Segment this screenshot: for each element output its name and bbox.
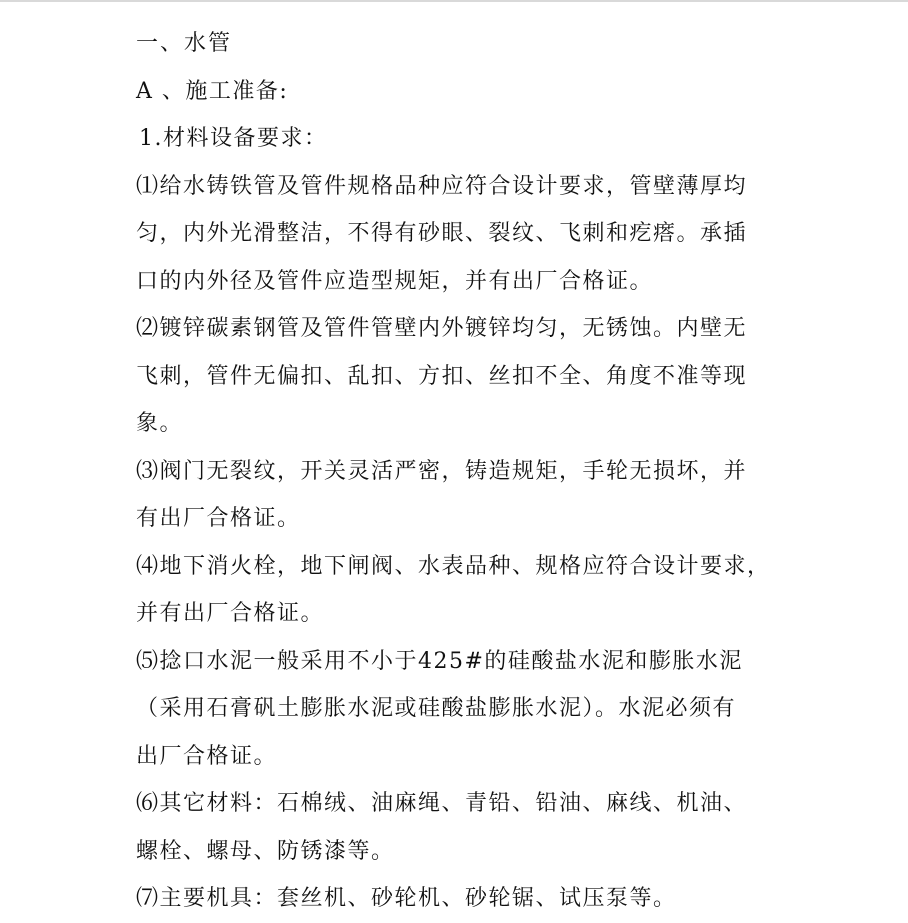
section-title: 一、水管 [136, 31, 233, 56]
paragraph-line: 象。 [136, 411, 184, 436]
paragraph-line: ⑸捻口水泥一般采用不小于425#的硅酸盐水泥和膨胀水泥 [136, 648, 743, 674]
paragraph-line: 有出厂合格证。 [136, 506, 301, 531]
paragraph-line: ⑴给水铸铁管及管件规格品种应符合设计要求，管壁薄厚均 [136, 173, 748, 199]
page-top-border [0, 0, 908, 2]
paragraph-line: 口的内外径及管件应造型规矩，并有出厂合格证。 [136, 268, 654, 294]
paragraph-line: （采用石膏矾土膨胀水泥或硅酸盐膨胀水泥）。水泥必须有 [136, 696, 737, 721]
paragraph-line: ⑵镀锌碳素钢管及管件管壁内外镀锌均匀，无锈蚀。内壁无 [136, 316, 748, 341]
paragraph-line: ⑺主要机具：套丝机、砂轮机、砂轮锯、试压泵等。 [136, 886, 677, 911]
paragraph-line: 飞刺，管件无偏扣、乱扣、方扣、丝扣不全、角度不准等现 [136, 363, 748, 389]
paragraph-line: 并有出厂合格证。 [136, 601, 325, 626]
paragraph-line: ⑶阀门无裂纹，开关灵活严密，铸造规矩，手轮无损坏，并 [136, 458, 748, 484]
paragraph-line: ⑹其它材料：石棉绒、油麻绳、青铅、铅油、麻线、机油、 [136, 791, 748, 816]
paragraph-line: 出厂合格证。 [136, 743, 278, 769]
document-body [136, 20, 776, 923]
item-title: 1.材料设备要求： [139, 126, 328, 151]
subsection-title: A 、施工准备: [136, 78, 289, 104]
paragraph-line: ⑷地下消火栓，地下闸阀、水表品种、规格应符合设计要求， [136, 553, 771, 579]
paragraph-line: 螺栓、螺母、防锈漆等。 [136, 838, 395, 864]
paragraph-line: 匀，内外光滑整洁，不得有砂眼、裂纹、飞刺和疙瘩。承插 [136, 221, 748, 246]
